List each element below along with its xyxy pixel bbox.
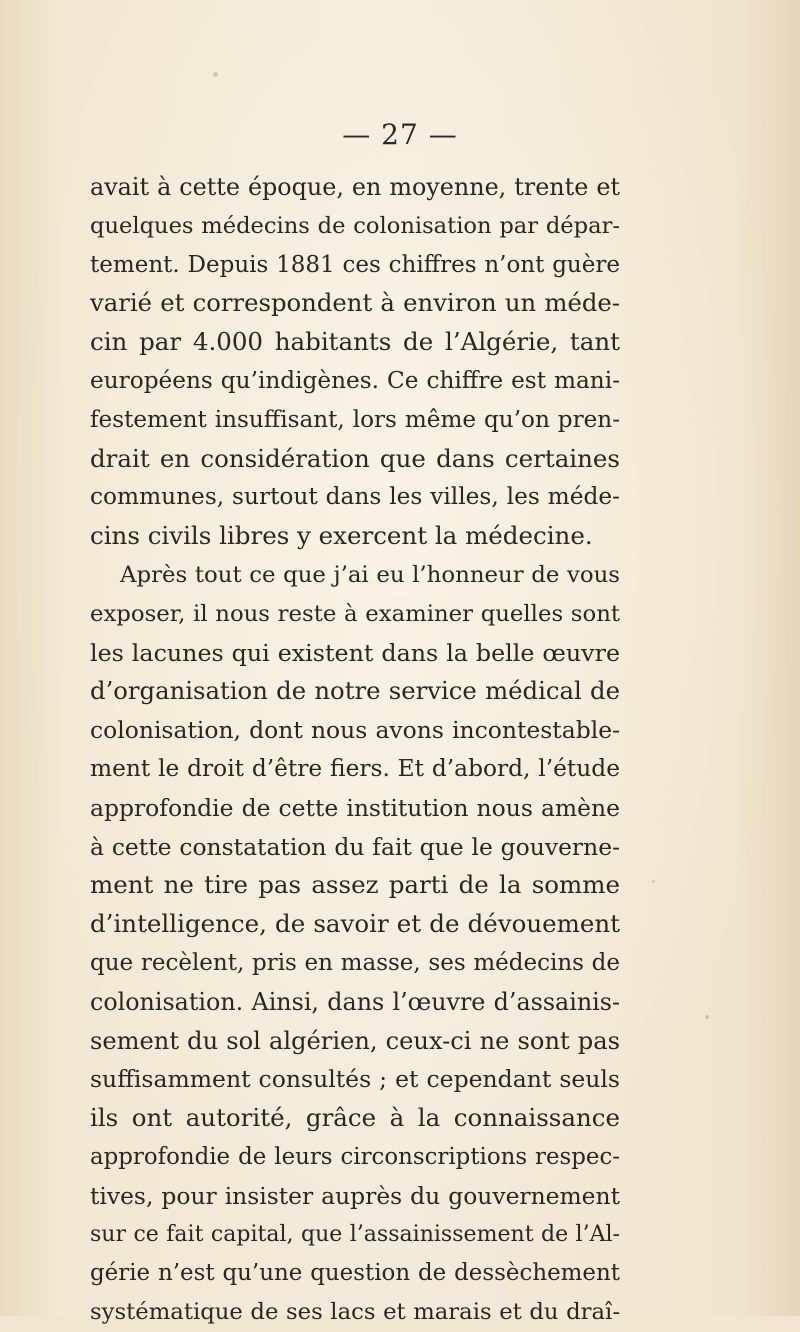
text-line: systématique de ses lacs et marais et du draî-: [90, 1299, 620, 1326]
text-line: les lacunes qui existent dans la belle œuvre: [90, 638, 620, 667]
text-line: varié et correspondent à environ un méde-: [90, 288, 620, 318]
text-line: cins civils libres y exercent la médecine.: [90, 521, 593, 551]
text-line: approfondie de cette institution nous amène: [90, 793, 620, 822]
text-line: approfondie de leurs circonscriptions respec-: [90, 1143, 620, 1170]
text-line: exposer, il nous reste à examiner quelles sont: [90, 600, 620, 627]
text-line: suffisamment consultés ; et cependant seuls: [90, 1065, 620, 1094]
text-line: gérie n’est qu’une question de dessèchement: [90, 1260, 620, 1287]
text-line: drait en considération que dans certaines: [90, 443, 620, 473]
paper-speck: [213, 72, 218, 77]
text-line: ils ont autorité, grâce à la connaissance: [90, 1103, 620, 1133]
text-line: cin par 4.000 habitants de l’Algérie, tant: [90, 327, 620, 357]
text-line: tement. Depuis 1881 ces chiffres n’ont guère: [90, 251, 620, 278]
text-line: sement du sol algérien, ceux-ci ne sont pas: [90, 1026, 620, 1055]
paper-speck: [652, 880, 655, 883]
text-line: européens qu’indigènes. Ce chiffre est mani-: [90, 366, 620, 394]
text-line: colonisation, dont nous avons incontestable-: [90, 716, 620, 745]
text-line: ment ne tire pas assez parti de la somme: [90, 870, 620, 900]
text-line: d’intelligence, de savoir et de dévouement: [90, 909, 620, 939]
text-line: festement insuffisant, lors même qu’on pren-: [90, 406, 620, 433]
text-line: ment le droit d’être fiers. Et d’abord, l’étude: [90, 754, 620, 782]
page-number: — 27 —: [342, 118, 458, 151]
text-line: d’organisation de notre service médical de: [90, 676, 620, 706]
text-line: que recèlent, pris en masse, ses médecins de: [90, 949, 620, 976]
text-line: sur ce fait capital, que l’assainissement de l’Al-: [90, 1221, 620, 1247]
text-line: avait à cette époque, en moyenne, trente et: [90, 173, 620, 201]
text-line: tives, pour insister auprès du gouvernement: [90, 1181, 620, 1210]
text-line: communes, surtout dans les villes, les méde-: [90, 483, 620, 511]
text-line: à cette constatation du fait que le gouverne-: [90, 832, 620, 861]
text-line: quelques médecins de colonisation par dépar-: [90, 212, 620, 239]
paper-speck: [705, 1015, 709, 1019]
body-text: [90, 168, 620, 1332]
text-line: colonisation. Ainsi, dans l’œuvre d’assainis-: [90, 987, 620, 1016]
text-line: Après tout ce que j’ai eu l’honneur de vous: [120, 561, 620, 588]
